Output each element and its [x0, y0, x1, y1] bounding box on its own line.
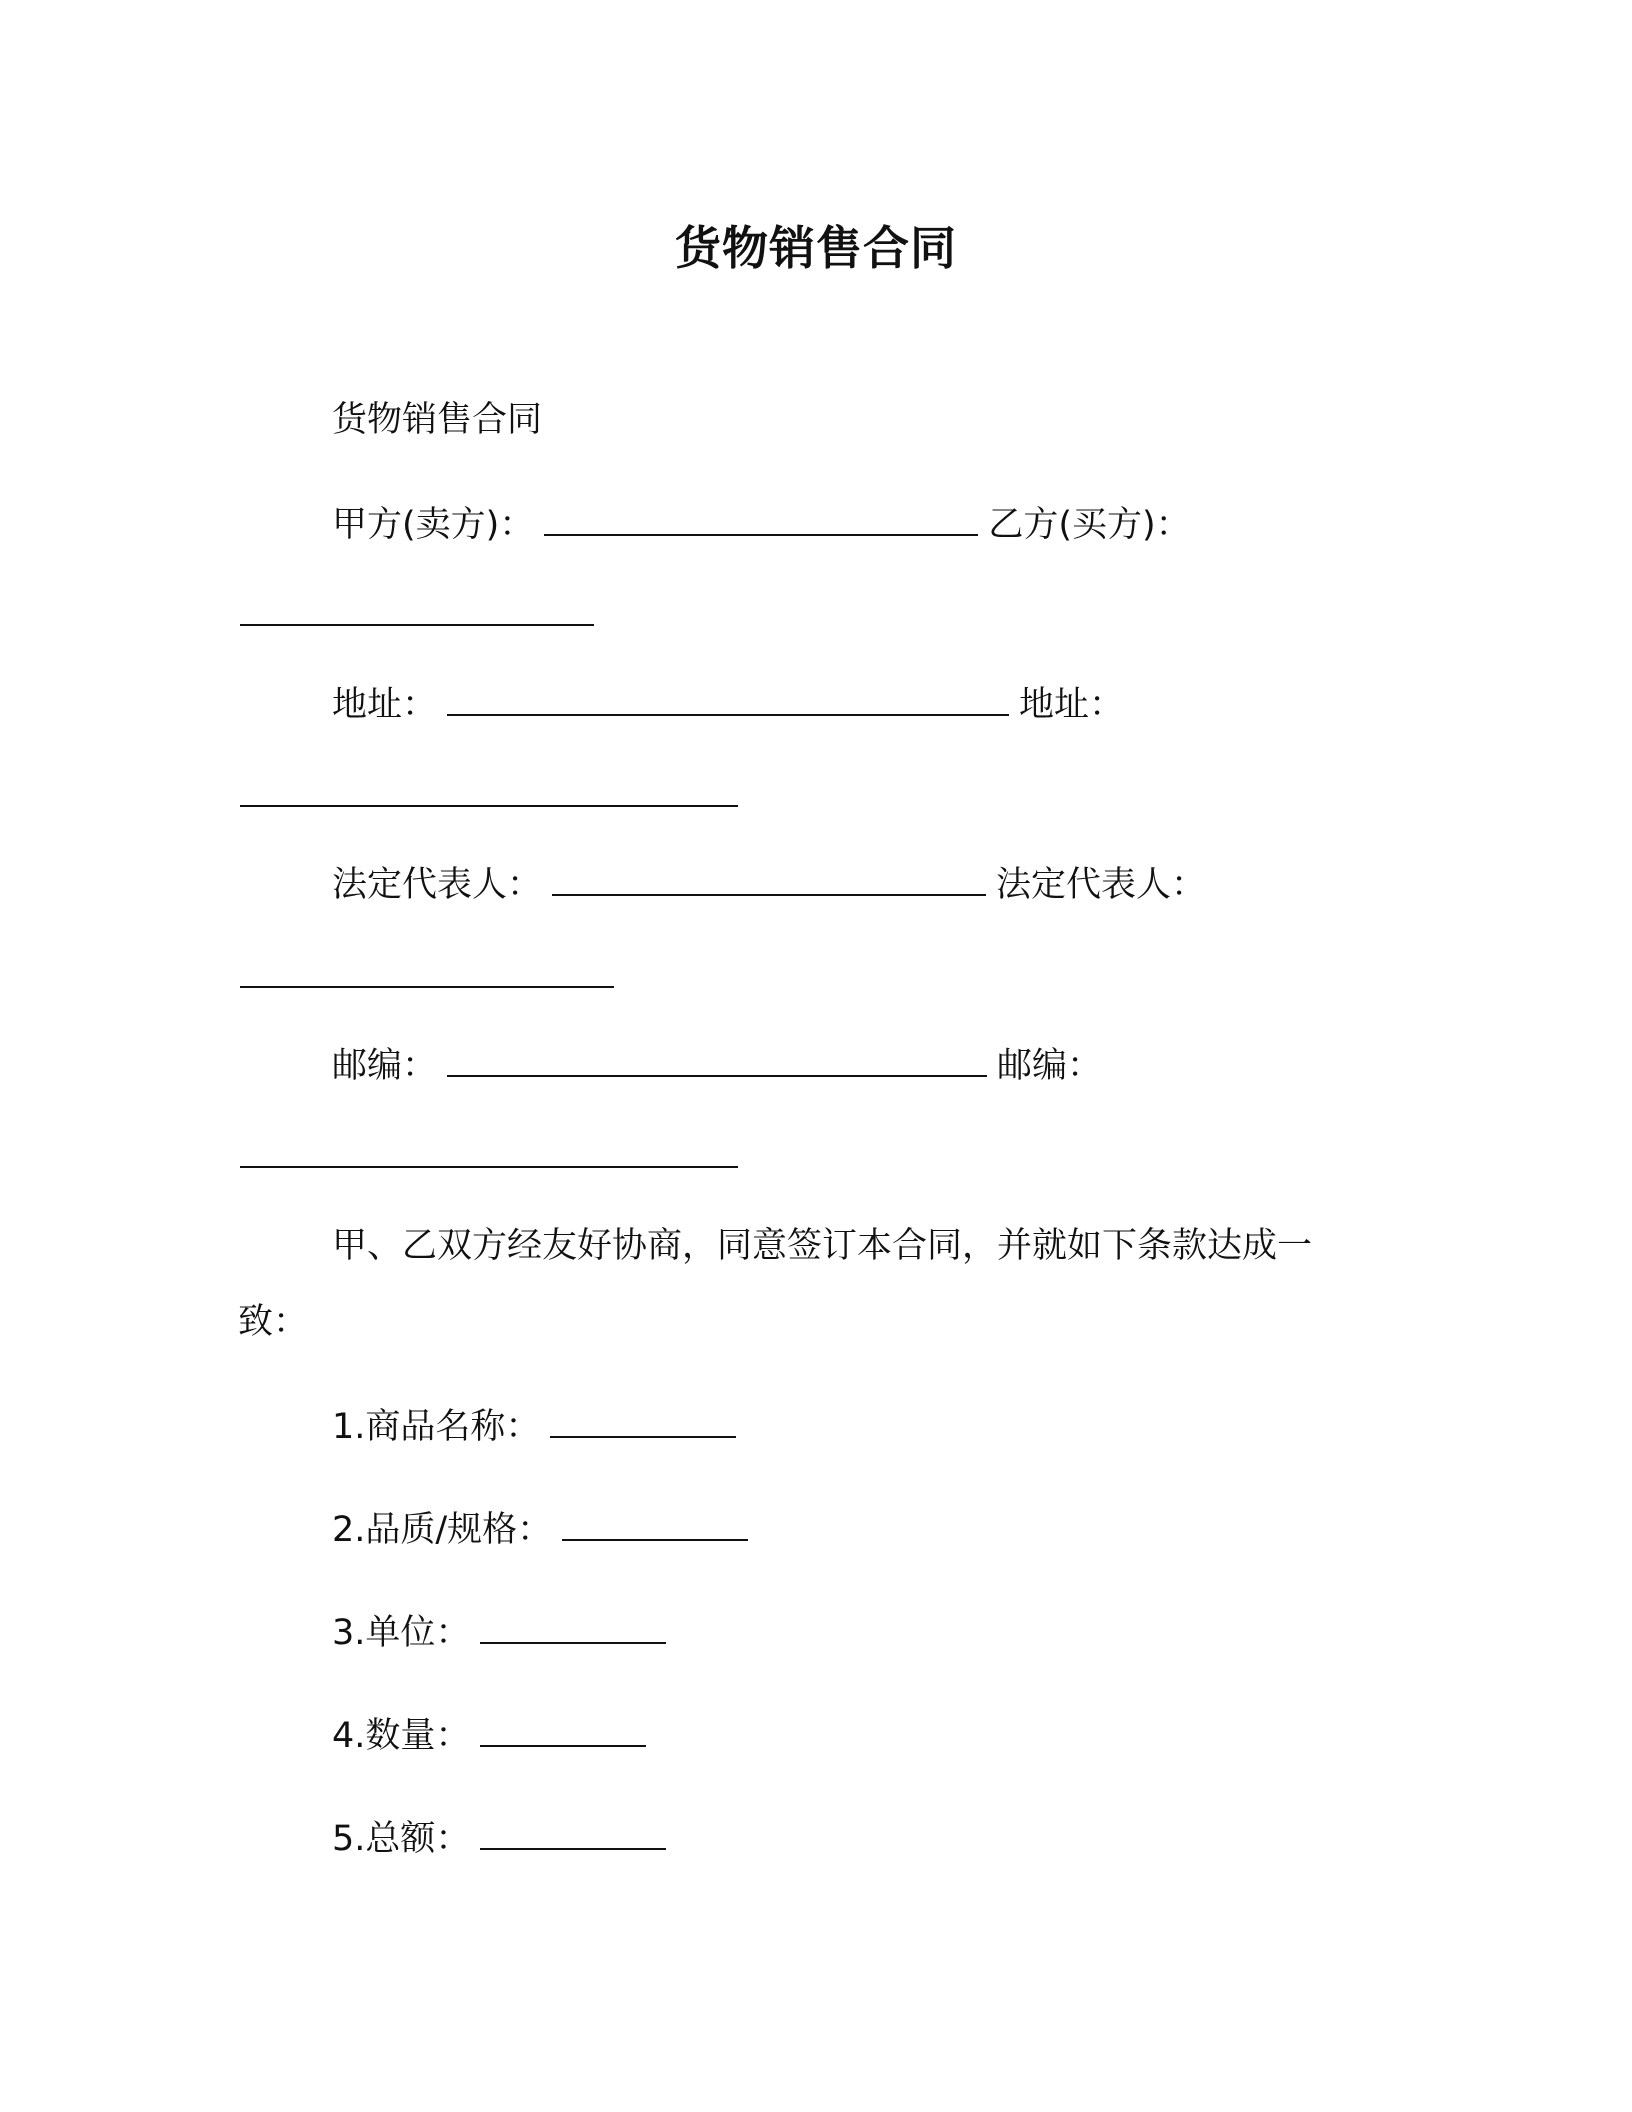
item-quantity — [332, 1711, 646, 1760]
party-a-label: 甲方(卖方)： — [332, 505, 535, 545]
item-label: 5.总额： — [332, 1819, 471, 1859]
party-b-blank[interactable] — [240, 622, 594, 626]
item-label: 3.单位： — [332, 1613, 471, 1653]
agreement-line-1: 甲、乙双方经友好协商，同意签订本合同，并就如下条款达成一 — [332, 1226, 1313, 1266]
zip-a-label: 邮编： — [332, 1046, 438, 1086]
item-quality-spec — [332, 1505, 748, 1554]
item-blank[interactable] — [480, 1814, 666, 1850]
item-label: 1.商品名称： — [332, 1407, 541, 1447]
address-a-blank[interactable] — [447, 680, 1009, 716]
rep-a-label: 法定代表人： — [332, 865, 543, 905]
address-b-blank[interactable] — [240, 803, 738, 807]
item-product-name — [332, 1402, 736, 1451]
item-total — [332, 1814, 666, 1863]
party-row — [332, 500, 1191, 549]
zip-a-blank[interactable] — [447, 1041, 987, 1077]
zip-row — [332, 1041, 1102, 1090]
item-label: 2.品质/规格： — [332, 1510, 553, 1550]
rep-b-label: 法定代表人： — [996, 865, 1207, 905]
party-b-label: 乙方(买方)： — [988, 505, 1191, 545]
item-label: 4.数量： — [332, 1716, 471, 1756]
address-row — [332, 680, 1124, 729]
address-a-label: 地址： — [332, 685, 438, 725]
representative-row — [332, 860, 1206, 909]
zip-b-blank[interactable] — [240, 1164, 738, 1168]
document-subtitle: 货物销售合同 — [332, 400, 543, 440]
zip-b-label: 邮编： — [997, 1046, 1103, 1086]
party-a-blank[interactable] — [544, 500, 978, 536]
item-blank[interactable] — [480, 1711, 646, 1747]
address-b-label: 地址： — [1019, 685, 1125, 725]
item-blank[interactable] — [480, 1608, 666, 1644]
item-blank[interactable] — [562, 1505, 748, 1541]
rep-a-blank[interactable] — [552, 860, 986, 896]
agreement-line-2: 致： — [238, 1302, 309, 1342]
rep-b-blank[interactable] — [240, 984, 614, 988]
document-title: 货物销售合同 — [675, 221, 957, 275]
item-blank[interactable] — [550, 1402, 736, 1438]
item-unit — [332, 1608, 666, 1657]
